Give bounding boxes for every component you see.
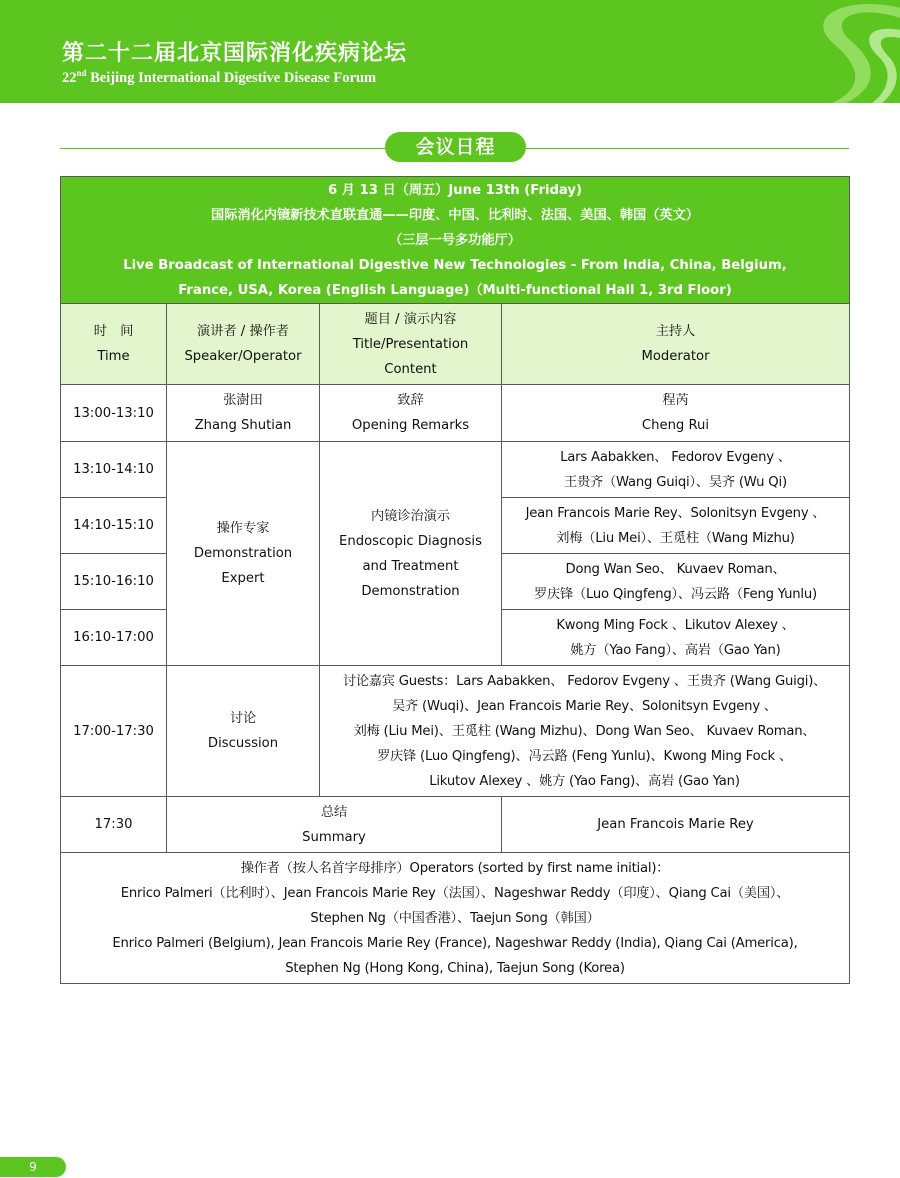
swoosh-logo-icon: [740, 0, 900, 103]
time-cell: 13:10-14:10: [61, 442, 167, 498]
moderator-line: Jean Francois Marie Rey、Solonitsyn Evgeny 、: [525, 505, 826, 521]
divider-right: [526, 148, 849, 149]
title-en: Summary: [302, 829, 366, 845]
time-cell: 13:00-13:10: [61, 385, 167, 442]
forum-edition-suffix: nd: [76, 68, 87, 78]
col-header-title-en2: Content: [384, 361, 437, 377]
guests-cell: [320, 666, 850, 797]
time-cell: 15:10-16:10: [61, 554, 167, 610]
moderator-line: Dong Wan Seo、 Kuvaev Roman、: [565, 561, 786, 577]
col-header-moderator-zh: 主持人: [655, 324, 696, 339]
moderator-cell: [502, 554, 850, 610]
moderator-cell: [502, 385, 850, 442]
col-header-time-zh: 时 间: [93, 324, 134, 339]
schedule-table: [60, 176, 850, 984]
operators-en-line: Stephen Ng (Hong Kong, China), Taejun Song (Korea): [285, 960, 625, 976]
page-number: 9: [0, 1157, 66, 1177]
moderator-en: Cheng Rui: [641, 418, 710, 433]
header-row: [61, 304, 850, 385]
moderator-line: 王贵齐（Wang Guiqi）、吴齐 (Wu Qi): [564, 474, 787, 490]
speaker-en-cont: Expert: [221, 571, 265, 586]
table-row: [61, 797, 850, 853]
col-header-speaker: [167, 304, 320, 385]
operators-row: [61, 853, 850, 984]
speaker-zh: 张澍田: [223, 393, 263, 408]
guests-line: 罗庆锋 (Luo Qingfeng)、冯云路 (Feng Yunlu)、Kwong Ming Fock 、: [377, 748, 792, 764]
col-header-title-zh: 题目 / 演示内容: [364, 311, 457, 327]
col-header-speaker-zh: 演讲者 / 操作者: [197, 324, 289, 339]
speaker-cell: [167, 442, 320, 666]
time-cell: 16:10-17:00: [61, 610, 167, 666]
session-venue-zh: （三层一号多功能厅）: [389, 232, 521, 248]
guests-line: 讨论嘉宾 Guests：Lars Aabakken、 Fedorov Evgeny 、王贵齐 (Wang Guigi)、: [342, 673, 827, 689]
session-title-en-cont: France, USA, Korea (English Language)（Multi-functional Hall 1, 3rd Floor): [178, 282, 732, 298]
operators-zh-line: Enrico Palmeri（比利时）、Jean Francois Marie Rey（法国）、Nageshwar Reddy（印度）、Qiang Cai（美国）、: [120, 885, 790, 901]
moderator-cell: [502, 498, 850, 554]
title-cell: [167, 797, 502, 853]
col-header-time-en: Time: [97, 349, 130, 364]
col-header-title: [320, 304, 502, 385]
header-banner: [0, 0, 900, 103]
title-en-cont: and Treatment: [362, 558, 459, 574]
speaker-en: Discussion: [207, 736, 279, 751]
title-en: Opening Remarks: [351, 418, 470, 433]
speaker-zh: 操作专家: [216, 521, 270, 536]
moderator-zh: 程芮: [662, 393, 689, 408]
time-cell: 17:00-17:30: [61, 666, 167, 797]
speaker-cell: [167, 666, 320, 797]
speaker-en: Demonstration: [193, 546, 293, 561]
divider-left: [60, 148, 385, 149]
moderator-line: Kwong Ming Fock 、Likutov Alexey 、: [556, 617, 795, 633]
forum-title-en: [62, 68, 376, 87]
moderator-line: 姚方（Yao Fang）、高岩（Gao Yan): [570, 642, 781, 658]
time-cell: 14:10-15:10: [61, 498, 167, 554]
time-cell: 17:30: [61, 797, 167, 853]
title-cell: [320, 385, 502, 442]
title-cell: [320, 442, 502, 666]
guests-line: 刘梅 (Liu Mei)、王觅柱 (Wang Mizhu)、Dong Wan Seo、 Kuvaev Roman、: [353, 723, 816, 739]
guests-line: 吴齐 (Wuqi)、Jean Francois Marie Rey、Solonitsyn Evgeny 、: [392, 698, 777, 714]
title-en: Endoscopic Diagnosis: [339, 533, 482, 549]
forum-title-en-text: Beijing International Digestive Disease Forum: [86, 69, 377, 86]
moderator-cell: Jean Francois Marie Rey: [502, 797, 850, 853]
moderator-line: Lars Aabakken、 Fedorov Evgeny 、: [560, 449, 791, 465]
session-date: 6 月 13 日（周五）June 13th (Friday): [327, 182, 583, 198]
col-header-speaker-en: Speaker/Operator: [184, 349, 302, 364]
session-banner: [61, 177, 850, 304]
speaker-zh: 讨论: [229, 711, 257, 726]
moderator-line: 罗庆锋（Luo Qingfeng）、冯云路（Feng Yunlu): [534, 586, 817, 602]
col-header-moderator: [502, 304, 850, 385]
col-header-moderator-en: Moderator: [641, 349, 710, 364]
table-row: [61, 666, 850, 797]
table-row: [61, 442, 850, 498]
forum-title-zh: 第二十二届北京国际消化疾病论坛: [62, 40, 408, 66]
operators-cell: [61, 853, 850, 984]
title-en-cont2: Demonstration: [361, 583, 460, 599]
table-row: [61, 385, 850, 442]
banner-row: [61, 177, 850, 304]
operators-zh-line: Stephen Ng（中国香港）、Taejun Song（韩国）: [310, 910, 600, 926]
col-header-title-en: Title/Presentation: [352, 336, 469, 352]
moderator-cell: [502, 610, 850, 666]
title-zh: 内镜诊治演示: [370, 508, 451, 524]
title-zh: 致辞: [397, 393, 424, 408]
col-header-time: [61, 304, 167, 385]
session-title-en: Live Broadcast of International Digestive New Technologies - From India, China, Belgium,: [123, 257, 787, 273]
speaker-cell: [167, 385, 320, 442]
speaker-en: Zhang Shutian: [194, 418, 292, 433]
operators-heading: 操作者（按人名首字母排序）Operators (sorted by first name initial)：: [240, 860, 670, 876]
session-title-zh: 国际消化内镜新技术直联直通——印度、中国、比利时、法国、美国、韩国（英文）: [211, 207, 699, 223]
moderator-cell: [502, 442, 850, 498]
forum-edition-number: 22: [62, 69, 77, 86]
section-title: 会议日程: [385, 132, 526, 162]
title-zh: 总结: [320, 804, 348, 820]
guests-line: Likutov Alexey 、姚方 (Yao Fang)、高岩 (Gao Yan): [429, 773, 740, 789]
moderator-line: 刘梅（Liu Mei）、王觅柱（Wang Mizhu): [556, 530, 795, 546]
operators-en-line: Enrico Palmeri (Belgium), Jean Francois Marie Rey (France), Nageshwar Reddy (India), Qiang Cai (America),: [112, 935, 798, 951]
